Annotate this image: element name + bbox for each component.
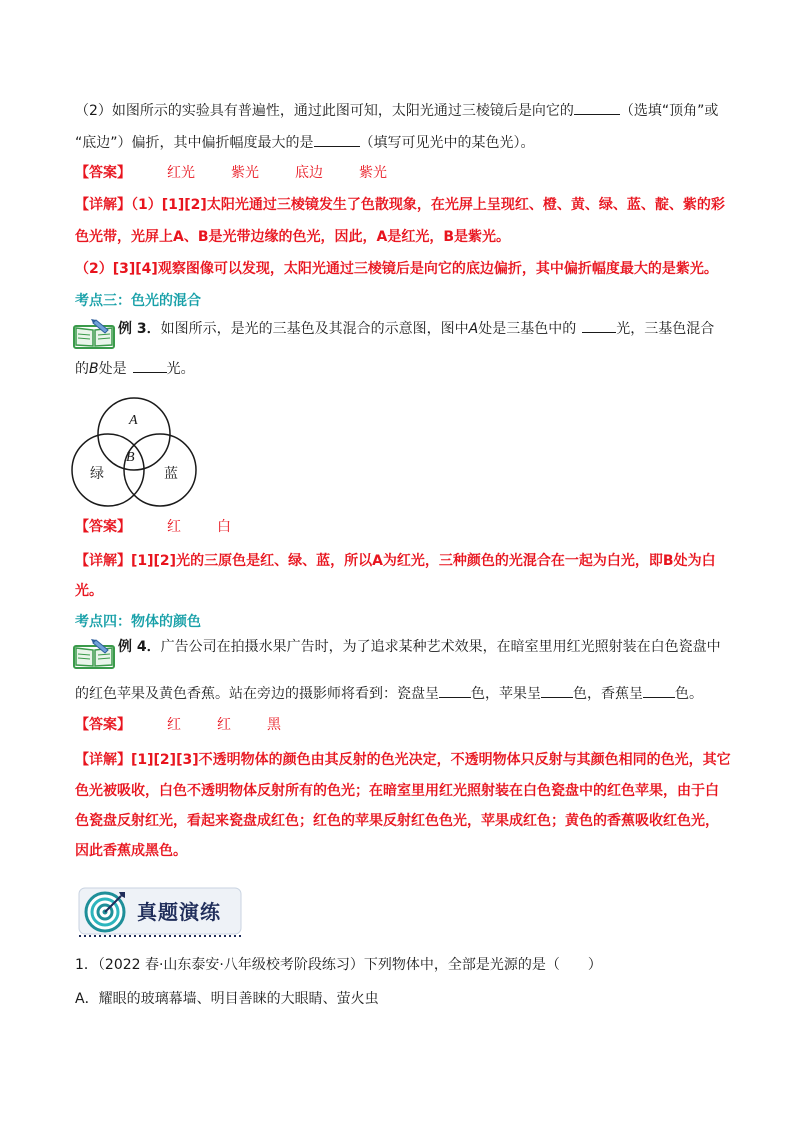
example-text: 色，香蕉呈: [573, 686, 643, 702]
answer-label: 【答案】: [75, 519, 131, 535]
example4-detail-line1: [75, 751, 731, 769]
answer-label: 【答案】: [75, 165, 131, 181]
venn-label-right: 蓝: [164, 466, 178, 482]
variable: B: [89, 361, 99, 377]
example3-detail-line2: [75, 582, 103, 600]
q2-text: （填写可见光中的某色光）。: [359, 135, 535, 151]
detail-label: 【详解】: [75, 752, 131, 768]
answer-blank: [133, 358, 167, 373]
answer-blank: [314, 132, 360, 147]
q2-detail-line1: [75, 196, 725, 214]
example-label: 例 4．: [118, 639, 161, 655]
three-primary-colors-venn: [68, 396, 200, 508]
example3-line2: [75, 358, 195, 378]
example-text: 广告公司在拍摄水果广告时，为了追求某种艺术效果，在暗室里用红光照射装在白色瓷盘中: [160, 639, 721, 655]
heading-text: 考点三：色光的混合: [75, 293, 201, 309]
example-text: 色，苹果呈: [471, 686, 541, 702]
detail-text: [1][2]光的三原色是红、绿、蓝，所以A为红光，三种颜色的光混合在一起为白光，即B处为白: [131, 553, 716, 569]
detail-text: 色瓷盘反射红光，看起来瓷盘成红色；红色的苹果反射红色色光，苹果成红色；黄色的香蕉吸收红色光，: [75, 813, 719, 829]
q2-detail-line2: [75, 228, 510, 246]
variable: A: [468, 321, 479, 337]
example-label: 例 3．: [118, 321, 161, 337]
example-text: 的红色苹果及黄色香蕉。站在旁边的摄影师将看到：瓷盘呈: [75, 686, 439, 702]
q2-answer: [75, 164, 387, 182]
venn-label-top: A: [129, 413, 138, 428]
answer-blank: [439, 683, 471, 698]
answer-value: 紫光: [231, 165, 259, 181]
venn-label-center: B: [126, 450, 135, 465]
example4-line1: [118, 638, 721, 656]
answer-blank: [582, 318, 616, 333]
answer-value: 红: [167, 519, 181, 535]
detail-text: 光。: [75, 583, 103, 599]
q2-stem-line2: [75, 132, 535, 152]
answer-blank: [541, 683, 573, 698]
example-text: 色。: [675, 686, 703, 702]
example4-answer: [75, 716, 281, 734]
question-text: 1．（2022 春·山东泰安·八年级校考阶段练习）下列物体中，全部是光源的是（ ）: [75, 957, 602, 973]
detail-text: 因此香蕉成黑色。: [75, 843, 187, 859]
book-pencil-icon: [72, 318, 116, 350]
example-text: 的: [75, 361, 89, 377]
example4-detail-line3: [75, 812, 719, 830]
q1-option-a: [75, 990, 379, 1008]
book-pencil-icon: [72, 638, 116, 670]
example4-detail-line4: [75, 842, 187, 860]
example3-answer: [75, 518, 231, 536]
section-banner: [75, 884, 245, 940]
answer-value: 红: [167, 717, 181, 733]
answer-blank: [574, 100, 620, 115]
example-text: 处是三基色中的: [478, 321, 577, 337]
example3-line1: [118, 318, 714, 338]
q2-text: （选填“顶角”或: [619, 103, 719, 119]
banner-title: 真题演练: [137, 900, 221, 924]
example-text: 光。: [166, 361, 195, 377]
example4-line2: [75, 683, 703, 703]
q2-detail-line3: [75, 260, 718, 278]
detail-label: 【详解】: [75, 197, 131, 213]
answer-blank: [643, 683, 675, 698]
detail-text: [1][2][3]不透明物体的颜色由其反射的色光决定，不透明物体只反射与其颜色相同的色光，其它: [131, 752, 731, 768]
q2-text: “底边”）偏折，其中偏折幅度最大的是: [75, 135, 314, 151]
detail-text: 色光带，光屏上A、B是光带边缘的色光，因此，A是红光，B是紫光。: [75, 229, 511, 245]
detail-text: （2）[3][4]观察图像可以发现，太阳光通过三棱镜后是向它的底边偏折，其中偏折幅度最大的是紫光。: [75, 261, 718, 277]
answer-value: 底边: [295, 165, 323, 181]
section-heading: [75, 292, 201, 310]
example-text: 如图所示，是光的三基色及其混合的示意图，图中: [160, 321, 469, 337]
q1-stem: [75, 956, 602, 974]
answer-value: 白: [217, 519, 231, 535]
answer-label: 【答案】: [75, 717, 131, 733]
detail-label: 【详解】: [75, 553, 131, 569]
answer-value: 红: [217, 717, 231, 733]
answer-value: 红光: [167, 165, 195, 181]
detail-text: 色光被吸收，白色不透明物体反射所有的色光；在暗室里用红光照射装在白色瓷盘中的红色苹果，由于白: [75, 783, 719, 799]
detail-text: （1）[1][2]太阳光通过三棱镜发生了色散现象，在光屏上呈现红、橙、黄、绿、蓝、靛、紫的彩: [131, 197, 725, 213]
example-text: 光，三基色混合: [616, 321, 715, 337]
option-text: A．耀眼的玻璃幕墙、明目善睐的大眼睛、萤火虫: [75, 991, 379, 1007]
q2-text: （2）如图所示的实验具有普遍性，通过此图可知，太阳光通过三棱镜后是向它的: [75, 103, 574, 119]
answer-value: 紫光: [359, 165, 387, 181]
target-icon: [81, 886, 131, 936]
section-heading: [75, 613, 201, 631]
venn-label-left: 绿: [90, 466, 104, 482]
heading-text: 考点四：物体的颜色: [75, 614, 201, 630]
example3-detail-line1: [75, 552, 716, 570]
example-text: 处是: [98, 361, 127, 377]
q2-stem-line1: [75, 100, 718, 120]
example4-detail-line2: [75, 782, 719, 800]
answer-value: 黑: [267, 717, 281, 733]
